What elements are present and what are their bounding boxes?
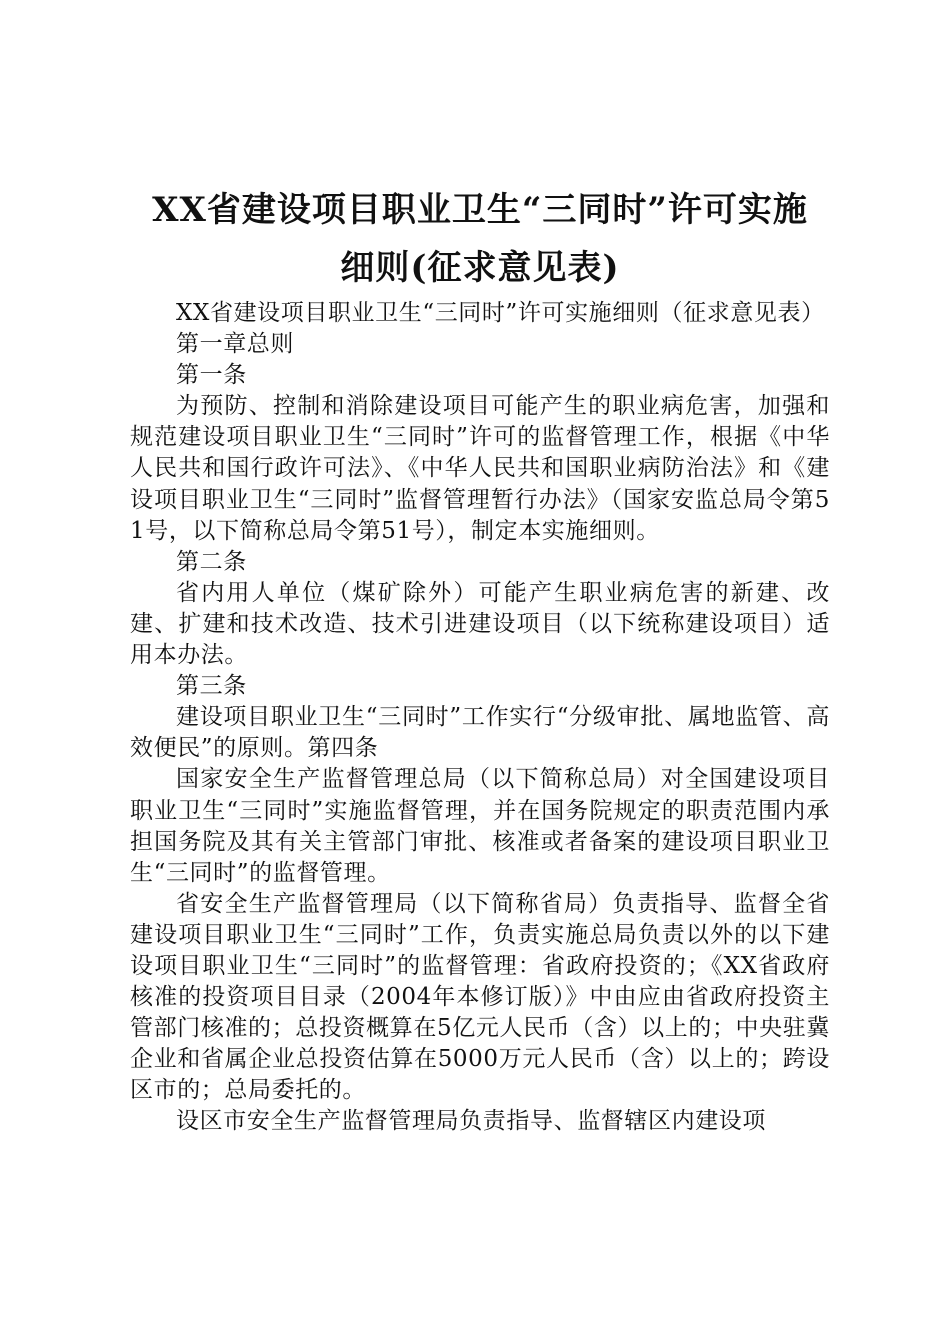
paragraph-article-2: 省内用人单位（煤矿除外）可能产生职业病危害的新建、改建、扩建和技术改造、技术引进建设项目（以下统称建设项目）适用本办法。 [130, 579, 830, 669]
document-title-line-2: 细则(征求意见表) [340, 248, 620, 288]
article-heading-1: 第一条 [176, 362, 247, 389]
paragraph-subtitle: XX省建设项目职业卫生“三同时”许可实施细则（征求意见表） [176, 300, 825, 326]
paragraph-article-4c: 设区市安全生产监督管理局负责指导、监督辖区内建设项 [176, 1108, 766, 1135]
article-heading-2: 第二条 [176, 548, 247, 575]
paragraph-article-1: 为预防、控制和消除建设项目可能产生的职业病危害，加强和规范建设项目职业卫生“三同时”许可的监督管理工作，根据《中华人民共和国行政许可法》、《中华人民共和国职业病防治法》和《建设项目职业卫生“三同时”监督管理暂行办法》（国家安监总局令第51号，以下简称总局令第51号），制定本实施细则。 [130, 393, 830, 544]
document-title-line-1: XX省建设项目职业卫生“三同时”许可实施 [152, 190, 808, 230]
chapter-heading: 第一章总则 [176, 331, 294, 358]
paragraph-article-3: 建设项目职业卫生“三同时”工作实行“分级审批、属地监管、高效便民”的原则。第四条 [130, 704, 830, 762]
article-heading-3: 第三条 [176, 673, 247, 700]
document-body [130, 298, 830, 1138]
paragraph-article-4b: 省安全生产监督管理局（以下简称省局）负责指导、监督全省建设项目职业卫生“三同时”工作，负责实施总局负责以外的以下建设项目职业卫生“三同时”的监督管理：省政府投资的；《XX省政府核准的投资项目目录（2004年本修订版）》中由应由省政府投资主管部门核准的；总投资概算在5亿元人民币（含）以上的；中央驻冀企业和省属企业总投资估算在5000万元人民币（含）以上的；跨设区市的；总局委托的。 [130, 890, 830, 1104]
paragraph-article-4a: 国家安全生产监督管理总局（以下简称总局）对全国建设项目职业卫生“三同时”实施监督管理，并在国务院规定的职责范围内承担国务院及其有关主管部门审批、核准或者备案的建设项目职业卫生“三同时”的监督管理。 [130, 766, 830, 886]
